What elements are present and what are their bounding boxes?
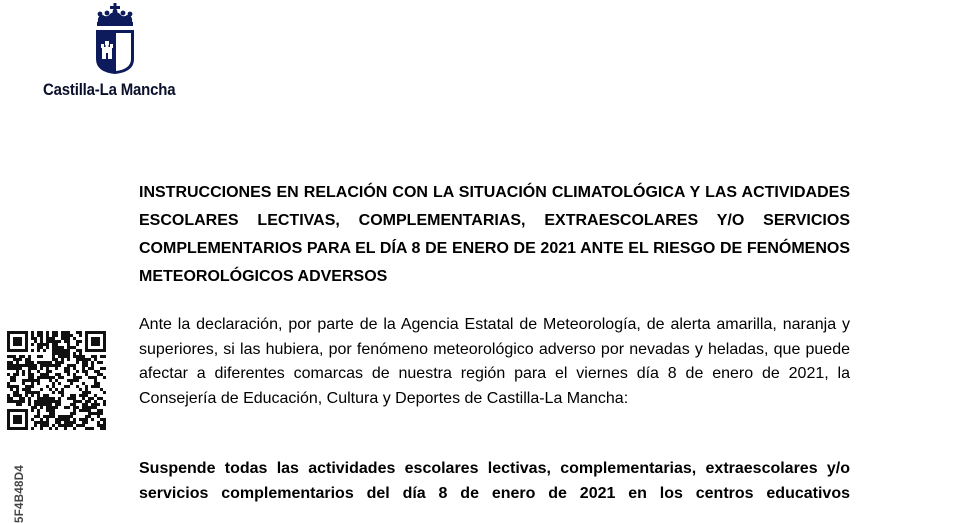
org-name: Castilla-La Mancha bbox=[43, 80, 176, 99]
document-bold-paragraph: Suspende todas las actividades escolares lectivas, complementarias, extraescolares y/o servicios complementarios del día 8 de enero de 2021 en los centros educativos bbox=[139, 460, 850, 502]
header-logo bbox=[38, 0, 198, 108]
verification-code bbox=[12, 445, 28, 523]
qr-code-icon bbox=[7, 331, 106, 430]
document-paragraph: Ante la declaración, por parte de la Agencia Estatal de Meteorología, de alerta amarilla, naranja y superiores, si las hubiera, por fenómeno meteorológico adverso por nevadas y heladas, que puede afectar a diferentes comarcas de nuestra región para el viernes día 8 de enero de 2021, la Consejería de Educación, Cultura y Deportes de Castilla-La Mancha: bbox=[139, 316, 850, 407]
document-title: INSTRUCCIONES EN RELACIÓN CON LA SITUACIÓN CLIMATOLÓGICA Y LAS ACTIVIDADES ESCOLARES LECTIVAS, COMPLEMENTARIAS, EXTRAESCOLARES Y/O SERVICIOS COMPLEMENTARIOS PARA EL DÍA 8 DE ENERO DE 2021 ANTE EL RIESGO DE FENÓMENOS METEOROLÓGICOS ADVERSOS bbox=[139, 184, 850, 285]
verification-code-text: 5F4B48D4 bbox=[14, 464, 26, 523]
castilla-la-mancha-emblem-icon bbox=[93, 3, 137, 75]
